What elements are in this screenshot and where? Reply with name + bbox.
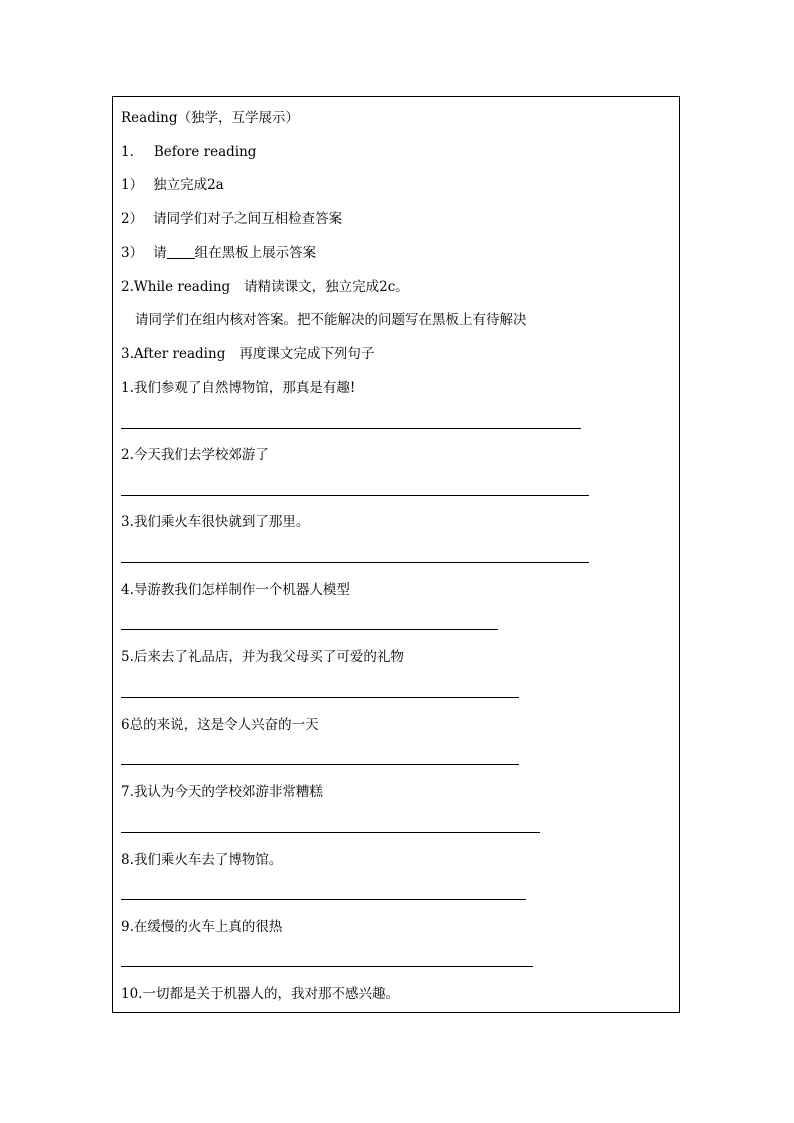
step-2 bbox=[121, 210, 342, 228]
step-1-text: 独立完成2a bbox=[153, 177, 224, 193]
worksheet-box bbox=[112, 96, 680, 1013]
sentence-9: 9.在缓慢的火车上真的很热 bbox=[121, 919, 283, 935]
sentence-3: 3.我们乘火车很快就到了那里。 bbox=[121, 514, 310, 530]
answer-line-2[interactable] bbox=[121, 495, 589, 496]
reading-title: Reading（独学，互学展示） bbox=[121, 110, 299, 126]
before-reading-heading bbox=[121, 143, 256, 161]
answer-line-7[interactable] bbox=[121, 832, 540, 833]
after-reading bbox=[121, 345, 374, 363]
step-3-text-after: 组在黑板上展示答案 bbox=[194, 245, 317, 261]
answer-line-3[interactable] bbox=[121, 562, 589, 563]
answer-line-4[interactable] bbox=[121, 629, 498, 630]
while-reading-note: 请同学们在组内核对答案。把不能解决的问题写在黑板上有待解决 bbox=[135, 312, 527, 328]
sentence-1: 1.我们参观了自然博物馆，那真是有趣! bbox=[121, 380, 356, 396]
sentence-8: 8.我们乘火车去了博物馆。 bbox=[121, 852, 283, 868]
answer-line-1[interactable] bbox=[121, 428, 581, 429]
sentence-2: 2.今天我们去学校郊游了 bbox=[121, 447, 269, 463]
while-reading-label: 2.While reading bbox=[121, 279, 231, 295]
answer-line-9[interactable] bbox=[121, 966, 533, 967]
sentence-6: 6总的来说，这是令人兴奋的一天 bbox=[121, 717, 319, 733]
sentence-5: 5.后来去了礼品店，并为我父母买了可爱的礼物 bbox=[121, 649, 404, 665]
group-blank[interactable] bbox=[167, 244, 195, 259]
after-reading-label: 3.After reading bbox=[121, 346, 226, 362]
before-reading-number: 1. bbox=[121, 144, 134, 160]
answer-line-6[interactable] bbox=[121, 764, 519, 765]
after-reading-text: 再度课文完成下列句子 bbox=[239, 346, 375, 362]
before-reading-label: Before reading bbox=[153, 144, 257, 160]
while-reading bbox=[121, 278, 409, 296]
sentence-10: 10.一切都是关于机器人的，我对那不感兴趣。 bbox=[121, 986, 399, 1002]
step-3-text-before: 请 bbox=[153, 245, 167, 261]
step-3-number: 3） bbox=[121, 245, 144, 261]
sentence-7: 7.我认为今天的学校郊游非常糟糕 bbox=[121, 784, 323, 800]
step-2-number: 2） bbox=[121, 211, 144, 227]
while-reading-text: 请精读课文，独立完成2c。 bbox=[244, 279, 409, 295]
step-1 bbox=[121, 176, 224, 194]
answer-line-8[interactable] bbox=[121, 899, 526, 900]
step-1-number: 1） bbox=[121, 177, 144, 193]
step-3 bbox=[121, 244, 316, 262]
answer-line-5[interactable] bbox=[121, 697, 519, 698]
step-2-text: 请同学们对子之间互相检查答案 bbox=[153, 211, 343, 227]
sentence-4: 4.导游教我们怎样制作一个机器人模型 bbox=[121, 582, 350, 598]
